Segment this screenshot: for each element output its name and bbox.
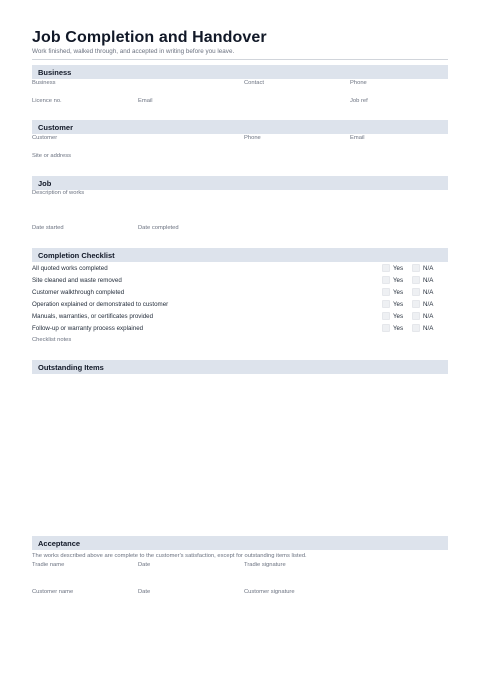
field-customer-phone[interactable]: Phone <box>244 135 261 141</box>
yes-label: Yes <box>393 289 404 296</box>
na-checkbox[interactable] <box>412 264 420 272</box>
field-customer-name[interactable]: Customer name <box>32 589 74 595</box>
form-page <box>32 0 448 679</box>
checklist-row <box>32 287 448 299</box>
field-customer[interactable]: Customer <box>32 135 58 141</box>
field-customer-signature[interactable]: Customer signature <box>244 589 295 595</box>
section-header-customer <box>32 120 448 134</box>
field-licence-no[interactable]: Licence no. <box>32 98 62 104</box>
na-label: N/A <box>423 325 434 332</box>
na-label: N/A <box>423 313 434 320</box>
field-description-of-works[interactable]: Description of works <box>32 190 85 196</box>
section-title-outstanding: Outstanding Items <box>38 362 104 372</box>
section-title-customer: Customer <box>38 122 74 132</box>
section-title-job: Job <box>38 178 52 188</box>
title-divider <box>32 59 448 60</box>
checklist-item-label: Customer walkthrough completed <box>32 289 125 296</box>
section-header-job <box>32 176 448 190</box>
section-header-business <box>32 65 448 79</box>
yes-checkbox[interactable] <box>382 276 390 284</box>
page-title: Job Completion and Handover <box>32 29 267 46</box>
yes-label: Yes <box>393 325 404 332</box>
checklist-item-label: Operation explained or demonstrated to customer <box>32 301 169 308</box>
na-label: N/A <box>423 265 434 272</box>
field-contact[interactable]: Contact <box>244 80 264 86</box>
page-subtitle: Work finished, walked through, and accepted in writing before you leave. <box>32 48 235 55</box>
na-label: N/A <box>423 289 434 296</box>
yes-checkbox[interactable] <box>382 300 390 308</box>
field-customer-date[interactable]: Date <box>138 589 151 595</box>
checklist-row <box>32 299 448 311</box>
checklist-item-label: Site cleaned and waste removed <box>32 277 122 284</box>
field-job-ref[interactable]: Job ref <box>350 98 368 104</box>
field-business-phone[interactable]: Phone <box>350 80 367 86</box>
field-tradie-date[interactable]: Date <box>138 562 151 568</box>
na-label: N/A <box>423 301 434 308</box>
checklist-item-label: Follow-up or warranty process explained <box>32 325 144 332</box>
na-checkbox[interactable] <box>412 312 420 320</box>
checklist-row <box>32 311 448 323</box>
yes-label: Yes <box>393 277 404 284</box>
na-checkbox[interactable] <box>412 288 420 296</box>
na-checkbox[interactable] <box>412 276 420 284</box>
section-title-acceptance: Acceptance <box>38 538 81 548</box>
field-tradie-signature[interactable]: Tradie signature <box>244 562 286 568</box>
yes-label: Yes <box>393 313 404 320</box>
na-checkbox[interactable] <box>412 324 420 332</box>
yes-checkbox[interactable] <box>382 264 390 272</box>
checklist-row <box>32 263 448 275</box>
field-business[interactable]: Business <box>32 80 56 86</box>
yes-label: Yes <box>393 301 404 308</box>
yes-checkbox[interactable] <box>382 288 390 296</box>
section-header-outstanding <box>32 360 448 374</box>
outstanding-items-area[interactable] <box>32 376 448 532</box>
section-header-acceptance <box>32 536 448 550</box>
yes-label: Yes <box>393 265 404 272</box>
na-checkbox[interactable] <box>412 300 420 308</box>
field-date-started[interactable]: Date started <box>32 225 64 231</box>
yes-checkbox[interactable] <box>382 312 390 320</box>
yes-checkbox[interactable] <box>382 324 390 332</box>
section-title-checklist: Completion Checklist <box>38 250 115 260</box>
checklist-item-label: Manuals, warranties, or certificates provided <box>32 313 154 320</box>
acceptance-statement: The works described above are complete to the customer's satisfaction, except for outstanding items listed. <box>32 553 307 559</box>
field-checklist-notes[interactable]: Checklist notes <box>32 337 72 343</box>
section-title-business: Business <box>38 67 72 77</box>
section-header-checklist <box>32 248 448 262</box>
field-tradie-name[interactable]: Tradie name <box>32 562 65 568</box>
na-label: N/A <box>423 277 434 284</box>
field-business-email[interactable]: Email <box>138 98 153 104</box>
checklist-item-label: All quoted works completed <box>32 265 108 272</box>
checklist-row <box>32 275 448 287</box>
field-site-address[interactable]: Site or address <box>32 153 71 159</box>
field-customer-email[interactable]: Email <box>350 135 365 141</box>
checklist-row <box>32 323 448 335</box>
field-date-completed[interactable]: Date completed <box>138 225 179 231</box>
